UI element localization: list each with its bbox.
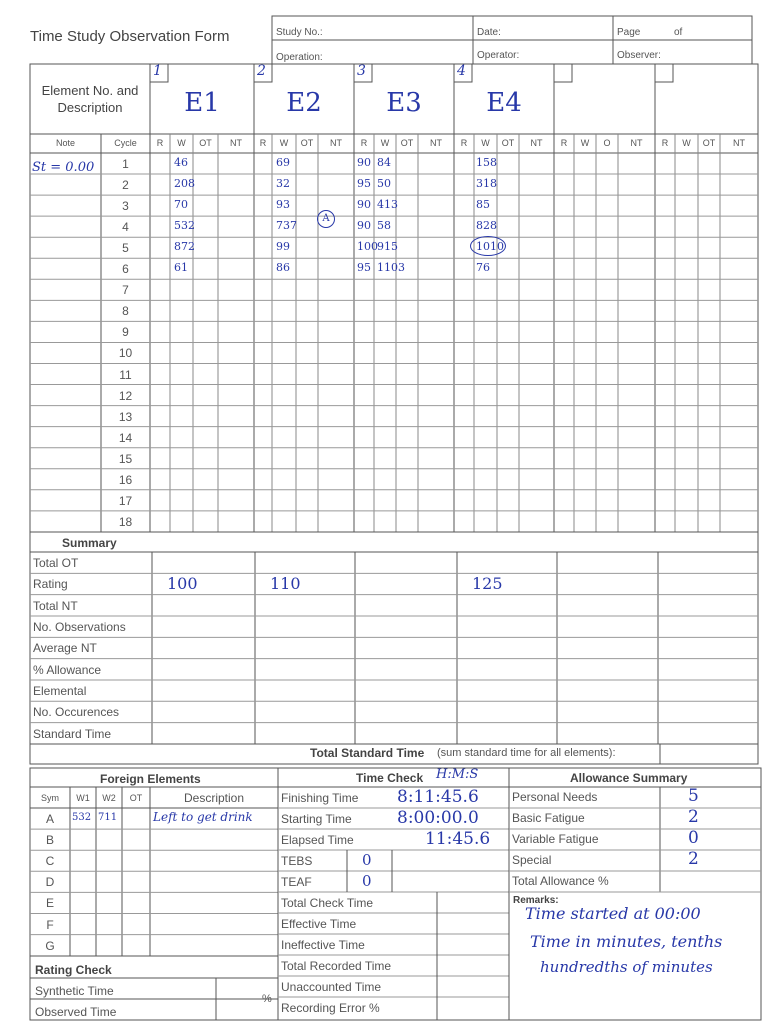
cycle-number: 2 <box>122 178 129 193</box>
observation-value: 69 <box>276 156 290 169</box>
allowance-label: Total Allowance % <box>512 874 609 888</box>
rating-check-heading: Rating Check <box>35 963 112 977</box>
remarks-line-2: Time in minutes, tenths <box>530 932 723 951</box>
element-number: 4 <box>457 63 466 79</box>
allowance-value: 0 <box>688 828 699 848</box>
sub-header: W <box>177 138 186 148</box>
sub-header: W <box>380 138 390 148</box>
observation-value: 58 <box>377 219 391 233</box>
allowance-label: Special <box>512 853 552 867</box>
observation-value: 46 <box>174 156 188 169</box>
time-check-value: 0 <box>362 872 372 890</box>
operator-label: Operator: <box>477 50 520 61</box>
synthetic-time-label: Synthetic Time <box>35 984 114 998</box>
observation-value: 158 <box>476 156 497 169</box>
time-check-label: TEBS <box>281 854 313 868</box>
cycle-number: 8 <box>122 304 129 319</box>
total-standard-time-label: Total Standard Time <box>310 746 425 760</box>
cycle-number: 10 <box>118 346 133 361</box>
foreign-a-description: Left to get drink <box>153 810 253 824</box>
observation-value: 208 <box>174 177 195 191</box>
allowance-value: 2 <box>688 807 699 827</box>
summary-row-label: Total OT <box>33 556 79 570</box>
cycle-number: 5 <box>122 241 129 256</box>
observation-value: 915 <box>377 240 398 254</box>
foreign-sym: F <box>46 917 54 932</box>
foreign-elements-heading: Foreign Elements <box>100 772 201 786</box>
summary-row-label: No. Occurences <box>33 705 120 720</box>
observation-value: 737 <box>276 219 297 233</box>
observation-value: 93 <box>276 198 290 212</box>
observation-value: 99 <box>276 240 290 254</box>
note-column-header: Note <box>55 138 75 148</box>
percent-sign: % <box>262 993 272 1005</box>
remarks-line-1: Time started at 00:00 <box>525 904 701 923</box>
nt-circle-mark: A <box>317 210 335 228</box>
observation-value: 90 <box>357 219 371 233</box>
observation-value: 32 <box>276 177 290 191</box>
foreign-sym: E <box>45 896 54 911</box>
time-check-label: Total Check Time <box>281 896 374 910</box>
observation-value: 532 <box>174 219 195 233</box>
sub-header: W <box>580 138 590 148</box>
time-check-value: 11:45.6 <box>425 829 491 849</box>
summary-row-label: % Allowance <box>33 662 102 677</box>
cycle-number: 6 <box>122 262 129 277</box>
rating-value: 125 <box>472 574 503 594</box>
sub-header: R <box>259 138 267 148</box>
time-check-unit: H:M:S <box>436 767 479 782</box>
time-check-value: 8:00:00.0 <box>397 808 479 828</box>
allowance-label: Basic Fatigue <box>512 811 585 825</box>
foreign-header: W1 <box>76 793 90 803</box>
sub-header: OT <box>400 138 414 148</box>
cycle-number: 9 <box>122 325 129 340</box>
cycle-number: 14 <box>118 430 133 445</box>
sub-header: O <box>603 138 611 148</box>
total-standard-time-note: (sum standard time for all elements): <box>437 747 616 759</box>
allowance-value: 2 <box>688 849 699 869</box>
sub-header: W <box>682 138 691 148</box>
sub-header: R <box>360 138 368 148</box>
time-check-value: 8:11:45.6 <box>397 787 479 807</box>
sub-header: OT <box>702 138 716 148</box>
foreign-header: W2 <box>102 793 116 803</box>
time-check-value: 0 <box>362 851 372 869</box>
foreign-sym: B <box>45 833 54 848</box>
sub-header: NT <box>733 138 745 148</box>
foreign-sym: G <box>45 938 55 953</box>
foreign-a-w2: 711 <box>98 812 118 823</box>
observed-time-label: Observed Time <box>35 1005 117 1019</box>
observation-value: 50 <box>377 177 391 191</box>
cycle-number: 4 <box>122 220 129 235</box>
cycle-number: 11 <box>119 367 132 382</box>
observation-value: 76 <box>476 261 490 275</box>
observation-value: 90 <box>357 198 371 212</box>
observation-value: 1103 <box>377 261 405 275</box>
time-check-heading: Time Check <box>356 771 424 785</box>
cycle-number: 17 <box>118 493 133 508</box>
observation-value: 413 <box>377 198 398 212</box>
summary-row-label: Total NT <box>33 598 78 613</box>
cycle-number: 7 <box>122 283 129 298</box>
sub-header: W <box>481 138 490 148</box>
foreign-header: Description <box>183 791 245 805</box>
date-label: Date: <box>477 27 501 38</box>
element-description: E1 <box>184 88 220 118</box>
page-label: Page <box>617 27 641 38</box>
observation-value: 318 <box>476 177 497 191</box>
time-check-label: Starting Time <box>281 812 352 826</box>
cycle-number: 12 <box>118 388 133 403</box>
sub-header: R <box>156 138 164 148</box>
sub-header: NT <box>430 138 442 148</box>
time-check-label: Finishing Time <box>281 791 359 805</box>
time-check-label: Recording Error % <box>281 1001 380 1015</box>
observation-value: 84 <box>377 156 391 169</box>
time-check-label: Effective Time <box>281 917 357 931</box>
observation-value: 86 <box>276 261 290 275</box>
element-description: E2 <box>286 88 322 118</box>
observation-value: 85 <box>476 198 490 212</box>
time-check-label: Unaccounted Time <box>281 980 382 994</box>
sub-header: R <box>460 138 468 148</box>
element-number: 3 <box>357 63 366 79</box>
rating-value: 110 <box>270 574 301 594</box>
allowance-label: Personal Needs <box>512 790 598 804</box>
observation-value: 1010 <box>476 240 504 254</box>
observation-value: 61 <box>174 261 188 275</box>
foreign-sym: A <box>45 812 54 826</box>
observation-value: 95 <box>357 261 371 275</box>
summary-heading: Summary <box>62 536 117 550</box>
allowance-label: Variable Fatigue <box>512 832 599 846</box>
element-description: E4 <box>486 88 522 118</box>
foreign-a-w1: 532 <box>72 812 92 823</box>
cycle-number: 1 <box>122 157 129 171</box>
sub-header: NT <box>530 138 543 148</box>
summary-row-label: Average NT <box>33 641 97 656</box>
sub-header: OT <box>501 138 515 148</box>
time-check-label: TEAF <box>281 875 312 889</box>
foreign-header: OT <box>129 793 143 803</box>
summary-row-label: Standard Time <box>33 726 112 741</box>
foreign-sym: C <box>45 854 55 869</box>
observer-label: Observer: <box>617 50 661 61</box>
summary-row-label: Rating <box>33 577 68 592</box>
sub-header: W <box>279 138 289 148</box>
remarks-label: Remarks: <box>513 895 559 906</box>
observation-value: 828 <box>476 219 497 233</box>
rating-value: 100 <box>167 574 198 594</box>
element-number: 1 <box>153 63 162 79</box>
observation-value: 872 <box>174 240 195 254</box>
remarks-line-3: hundredths of minutes <box>540 958 713 976</box>
study-no-label: Study No.: <box>276 27 323 38</box>
sub-header: R <box>661 138 669 148</box>
allowance-summary-heading: Allowance Summary <box>570 771 688 785</box>
cycle-column-header: Cycle <box>114 138 137 148</box>
element-description: E3 <box>386 88 422 118</box>
cycle-number: 18 <box>118 514 133 529</box>
summary-row-label: Elemental <box>33 683 87 698</box>
form-title: Time Study Observation Form <box>30 28 230 45</box>
cycle-number: 15 <box>118 451 133 466</box>
element-number: 2 <box>257 63 266 79</box>
summary-row-label: No. Observations <box>33 619 126 634</box>
sub-header: OT <box>199 138 212 148</box>
sub-header: NT <box>630 138 643 148</box>
allowance-value: 5 <box>688 786 699 806</box>
sub-header: NT <box>330 138 342 148</box>
foreign-sym: D <box>45 875 55 890</box>
observation-value: 70 <box>174 198 188 212</box>
note-start-time: St = 0.00 <box>32 160 95 175</box>
cycle-number: 13 <box>118 409 133 424</box>
of-label: of <box>674 27 683 38</box>
sub-header: R <box>560 138 568 148</box>
cycle-number: 16 <box>118 472 133 487</box>
sub-header: NT <box>230 138 242 148</box>
time-check-label: Total Recorded Time <box>281 959 392 973</box>
cycle-number: 3 <box>122 199 129 214</box>
observation-value: 100 <box>357 240 378 254</box>
observation-value: 95 <box>357 177 371 191</box>
observation-value: 90 <box>357 156 371 169</box>
time-check-label: Elapsed Time <box>281 833 354 847</box>
sub-header: OT <box>300 138 314 148</box>
element-description-label: Element No. and Description <box>41 83 139 115</box>
time-check-label: Ineffective Time <box>281 938 365 952</box>
operation-label: Operation: <box>276 52 323 63</box>
foreign-header: Sym <box>41 793 59 803</box>
